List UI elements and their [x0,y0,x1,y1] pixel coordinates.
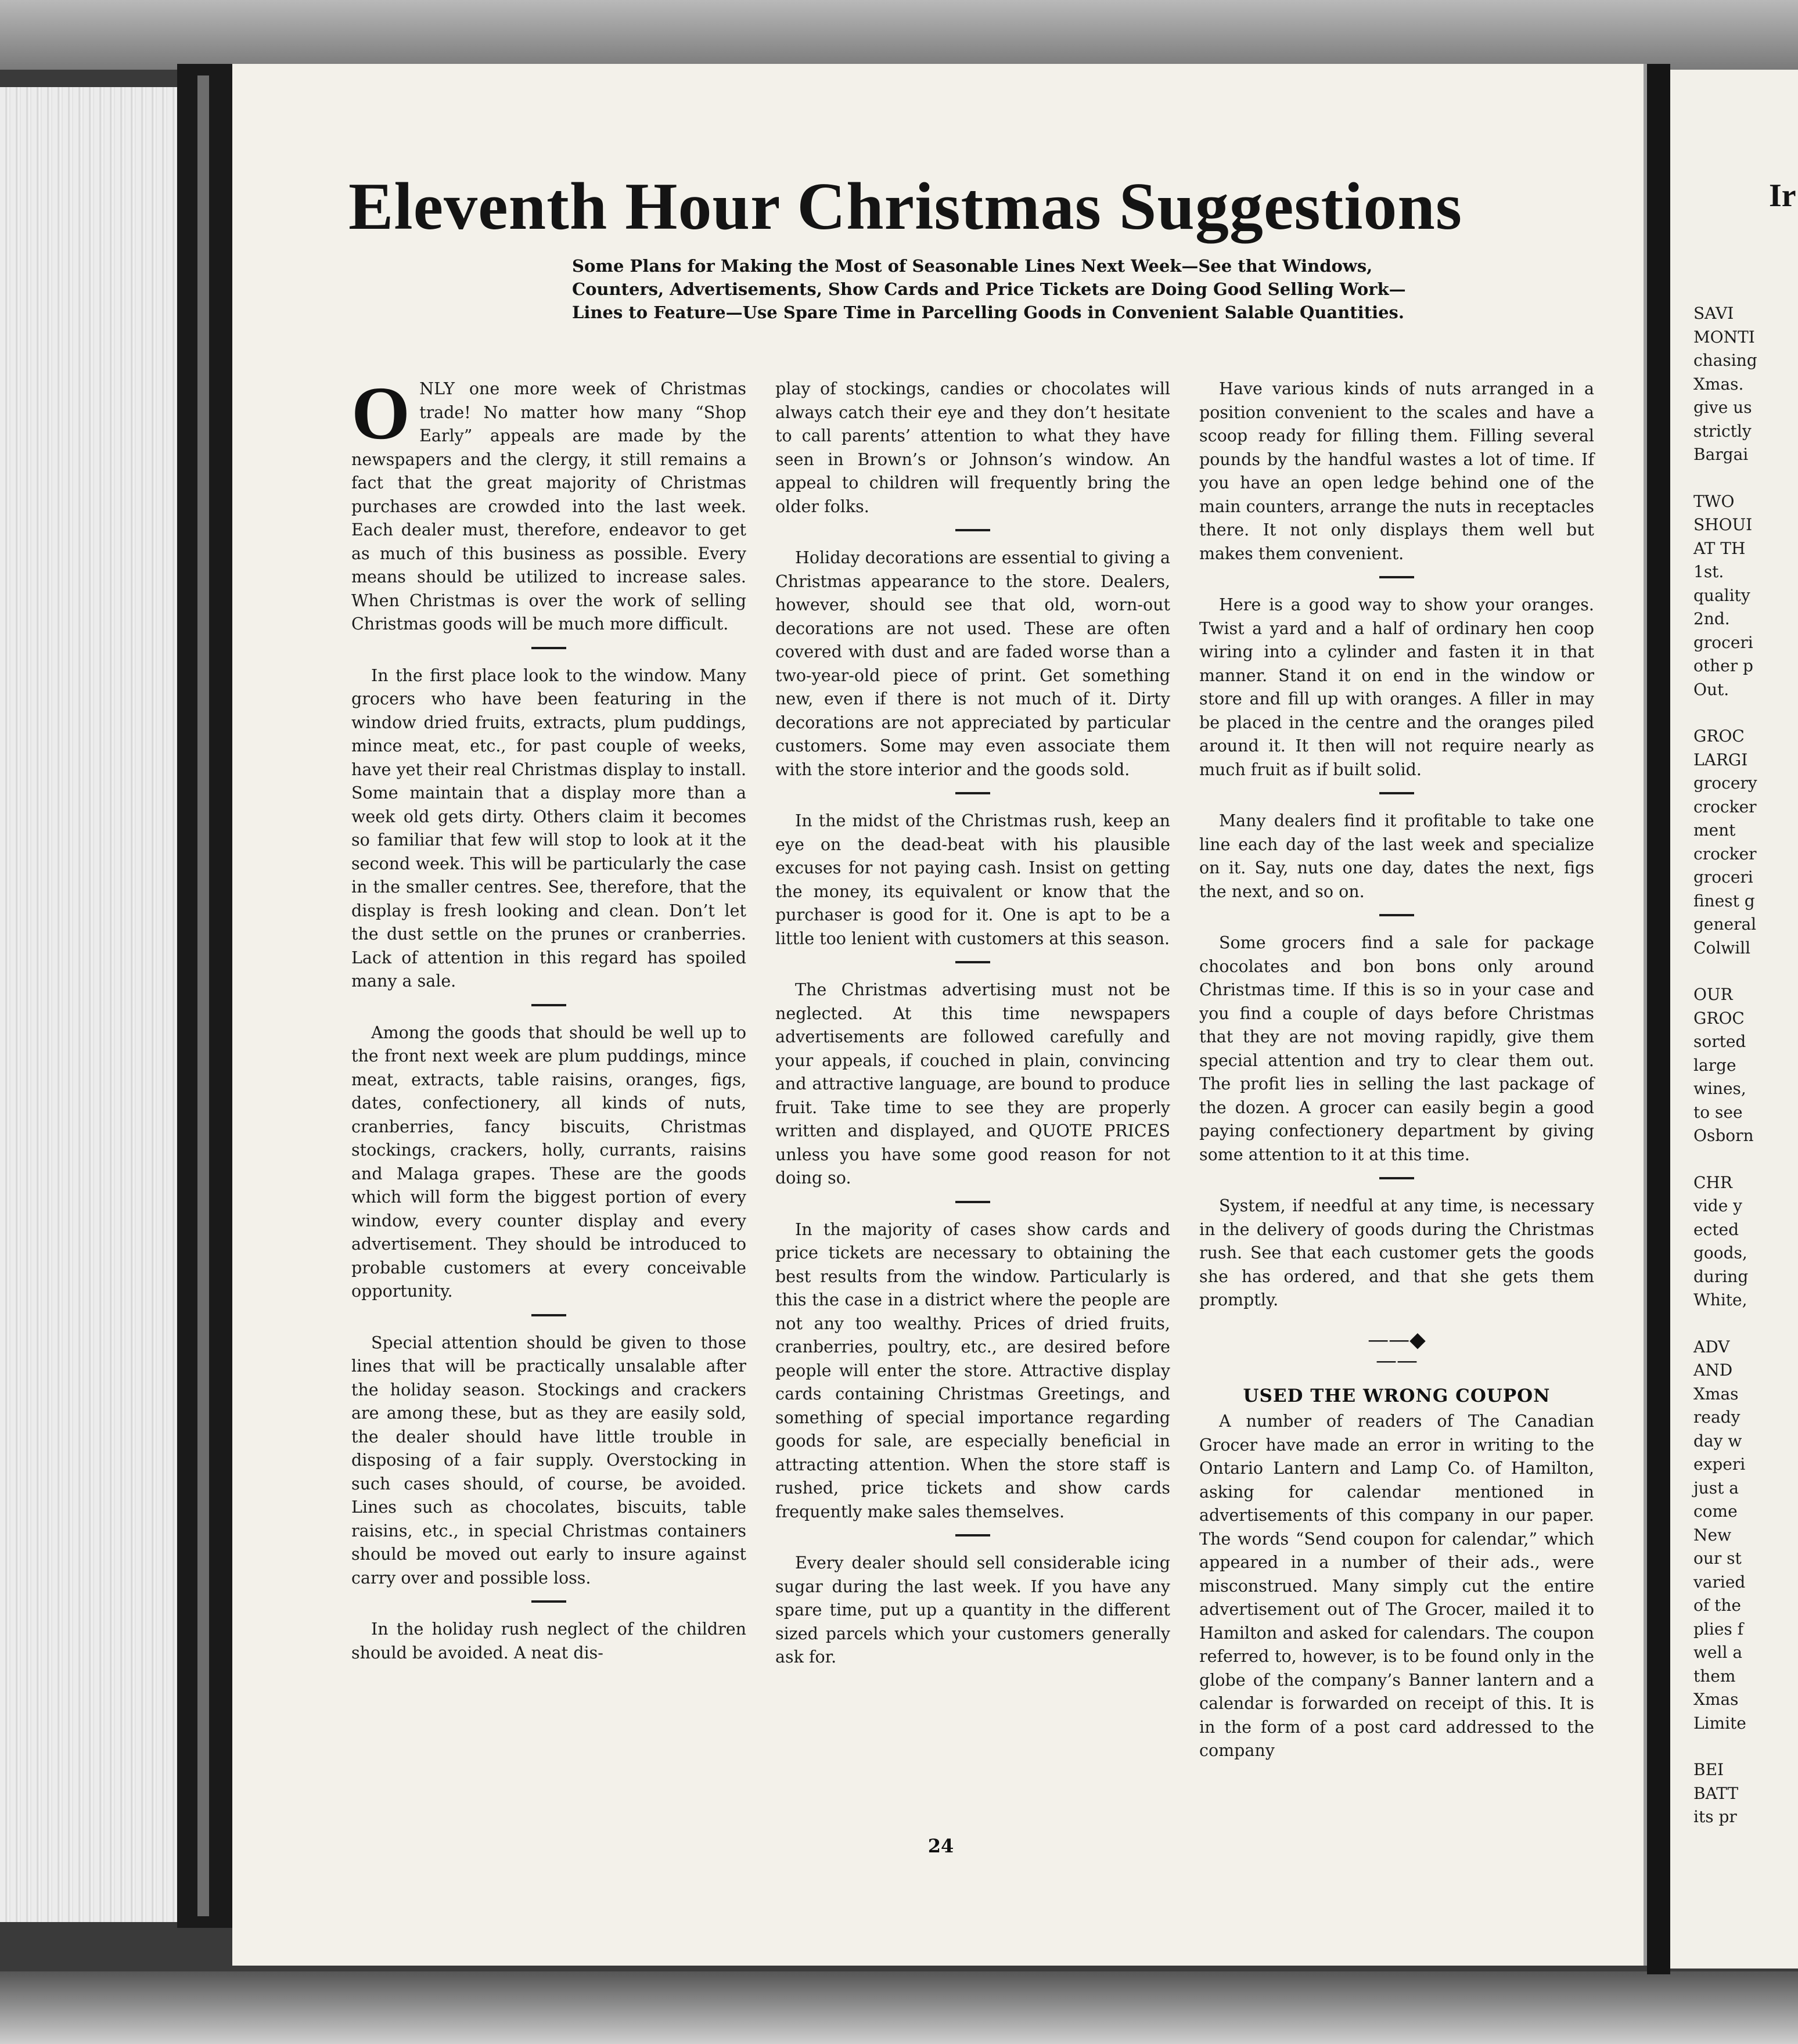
adjacent-page-line: vide y [1693,1196,1742,1215]
paragraph: The Christmas advertising must not be neglected. At this time newspapers advertisements are followed carefully and your appeals, if couched in plain, convincing and attractive language, are bound to produce fruit. Take time to see they are properly written and displayed, and QUOTE PRICES unless you have some good reason for not doing so. [775,980,1170,1187]
section-rule [531,1314,566,1316]
paragraph: Holiday decorations are essential to giving a Christmas appearance to the store. Dealers, however, should see that old, worn-out decorations are not used. These are often covered with dust and are faded worse than a two-year-old piece of print. Get something new, even if there is not much of it. Dirty decorations are not appreciated by particular customers. Some may even associate them with the store interior and the goods sold. [775,548,1170,779]
adjacent-page-line: 1st. [1693,562,1724,581]
adjacent-page-line: large [1693,1055,1736,1075]
adjacent-page-line: Colwill [1693,938,1751,958]
adjacent-page-line: AT TH [1693,538,1746,558]
section-rule [1379,792,1414,794]
drop-cap: O [351,372,411,455]
adjacent-page-line: its pr [1693,1807,1737,1826]
section-rule [955,792,990,794]
section-rule [531,1004,566,1006]
adjacent-page-line: strictly [1693,421,1752,441]
adjacent-page-column [1693,302,1798,1852]
section-rule [1379,576,1414,578]
adjacent-page-line: BATT [1693,1783,1739,1803]
adjacent-page-line: White, [1693,1290,1747,1309]
adjacent-page-line: Xmas [1693,1384,1739,1404]
adjacent-page-line: Xmas. [1693,374,1744,394]
paragraph-gap [1693,467,1798,490]
adjacent-page-line: crocker [1693,797,1757,816]
adjacent-page-line: ected [1693,1219,1739,1239]
paragraph: ONLY one more week of Christmas trade! No matter how many “Shop Early” appeals are made by the newspapers and the clergy, it still remains a fact that the great majority of Christmas purchases are crowded into the last week. Each dealer must, therefore, endeavor to get as much of this business as possible. Every means should be utilized to increase sales. When Christmas is over the work of selling Christmas goods will be much more difficult. [351,372,746,634]
adjacent-page-line: Out. [1693,679,1729,699]
paragraph-gap [1693,1148,1798,1171]
column-2 [775,377,1170,1669]
paragraph: In the first place look to the window. Many grocers who have been featuring in the window dried fruits, extracts, plum puddings, mince meat, etc., for past couple of weeks, have yet their real Christmas display to install. Some maintain that a display more than a week old gets dirty. Others claim it becomes so familiar that few will stop to look at it the second week. This will be particularly the case in the smaller centres. See, therefore, that the display is fresh looking and clean. Don’t let the dust settle on the prunes or cranberries. Lack of attention in this regard has spoiled many a sale. [351,665,746,991]
adjacent-page-line: finest g [1693,891,1755,911]
adjacent-page-line: Osborn [1693,1126,1754,1145]
adjacent-page-line: experi [1693,1455,1746,1474]
paragraph: Here is a good way to show your oranges. Twist a yard and a half of ordinary hen coop wiring into a cylinder and fasten it in that manner. Stand it on end in the window or store and fill up with oranges. A filler in may be placed in the centre and the oranges piled around it. It then will not require nearly as much fruit as if built solid. [1199,595,1594,779]
adjacent-page-line: ment [1693,821,1736,840]
adjacent-page-line: sorted [1693,1032,1746,1051]
adjacent-page-line: day w [1693,1431,1742,1451]
adjacent-page-line: 2nd. [1693,609,1730,628]
adjacent-page-line: well a [1693,1643,1743,1662]
adjacent-page-line: TWO [1693,491,1735,511]
adjacent-page-line: groceri [1693,868,1753,887]
scan-top-border [0,0,1798,70]
adjacent-page-line: Xmas [1693,1690,1739,1709]
paragraph-gap [1693,1829,1798,1852]
section-rule [1379,1177,1414,1179]
paragraph-gap [1693,701,1798,725]
column-3 [1199,377,1594,1763]
adjacent-page-line: OUR [1693,985,1733,1004]
page-number: 24 [927,1835,954,1857]
adjacent-page-line: BEI [1693,1760,1724,1779]
paragraph: System, if needful at any time, is necessary in the delivery of goods during the Christmas rush. See that each customer gets the goods she has ordered, and that she gets them promptly. [1199,1196,1594,1309]
adjacent-page-line: to see [1693,1102,1743,1122]
section-rule [531,647,566,649]
adjacent-page-line: during [1693,1266,1749,1286]
sub-article-paragraph: A number of readers of The Canadian Grocer have made an error in writing to the Ontario Lantern and Lamp Co. of Hamilton, asking for calendar mentioned in advertisements of this company in our paper. The words “Send coupon for calendar,” which appeared in a number of their ads., were misconstrued. Many simply cut the entire advertisement out of The Grocer, mailed it to Hamilton and asked for calendars. The coupon referred to, however, is to be found only in the globe of the company’s Banner lantern and a calendar is forwarded on receipt of this. It is in the form of a post card addressed to the company [1199,1412,1594,1760]
adjacent-page-line: plies f [1693,1619,1744,1639]
adjacent-page-line: New [1693,1525,1732,1545]
paragraph: In the holiday rush neglect of the children should be avoided. A neat dis- [351,1620,746,1662]
magazine-page [232,64,1647,1966]
adjacent-page-line: GROC [1693,726,1745,746]
section-rule [955,961,990,963]
adjacent-page-line: LARGI [1693,750,1748,769]
article-title: Eleventh Hour Christmas Suggestions [348,170,1463,244]
paragraph: In the midst of the Christmas rush, keep an eye on the dead-beat with his plausible excuses for not paying cash. Insist on getting the money, its equivalent or know that the purchaser is good for it. One is apt to be a little too lenient with customers at this season. [775,811,1170,948]
adjacent-page-line: crocker [1693,844,1757,863]
adjacent-page-line: other p [1693,656,1753,675]
adjacent-page-line: Limite [1693,1713,1746,1733]
adjacent-page-line: GROC [1693,1008,1745,1028]
adjacent-page-line: general [1693,915,1757,934]
adjacent-page-heading: Ir [1769,178,1796,214]
paragraph: Among the goods that should be well up to the front next week are plum puddings, mince meat, extracts, table raisins, oranges, figs, dates, confectionery, all kinds of nuts, cranberries, fancy biscuits, Christmas stockings, crackers, holly, currants, raisins and Malaga grapes. These are the goods which will form the biggest portion of every window, every counter display and every advertisement. They should be introduced to probable customers at every conceivable opportunity. [351,1023,746,1301]
adjacent-page-line: chasing [1693,351,1757,370]
article-deck: Some Plans for Making the Most of Seasonable Lines Next Week—See that Windows, Counters, Advertisements, Show Cards and Price Tickets are Doing Good Selling Work—Lines to Feature—Use Spare Time in Parcelling Goods in Convenient Salable Quantities. [572,256,1406,322]
paragraph: Special attention should be given to those lines that will be practically unsalable after the holiday season. Stockings and crackers are among these, but as they are easily sold, the dealer should have little trouble in disposing of a fair supply. Overstocking in such cases should, of course, be avoided. Lines such as chocolates, biscuits, table raisins, etc., in special Christmas containers should be moved out early to insure against carry over and possible loss. [351,1333,746,1588]
adjacent-page-line: SHOUI [1693,515,1753,534]
adjacent-page-line: MONTI [1693,327,1755,347]
section-rule [955,1534,990,1536]
paragraph: In the majority of cases show cards and price tickets are necessary to obtaining the best results from the window. Particularly is this the case in a district where the people are not any too wealthy. Prices of dried fruits, cranberries, poultry, etc., are desired before people will enter the store. Attractive display cards containing Christmas Greetings, and something of special importance regarding goods for sale, are especially beneficial in attracting attention. When the store staff is rushed, price tickets and show cards frequently make sales themselves. [775,1219,1170,1521]
paragraph: Many dealers find it profitable to take one line each day of the last week and specialize on it. Say, nuts one day, dates the next, figs the next, and so on. [1199,811,1594,901]
sub-article-heading: USED THE WRONG COUPON [1243,1385,1551,1406]
paragraph: Some grocers find a sale for package chocolates and bon bons only around Christmas time. If this is so in your case and you find a couple of days before Christmas that they are not moving rapidly, give them special attention and try to clear them out. The profit lies in selling the last package of the dozen. A grocer can easily begin a good paying confectionery department by giving some attention to it at this time. [1199,933,1594,1164]
adjacent-page-line: give us [1693,398,1752,417]
adjacent-page-line: them [1693,1666,1736,1686]
ornament-divider: ——◆—— [1368,1327,1426,1373]
adjacent-page-line: goods, [1693,1243,1747,1262]
paragraph-gap [1693,1735,1798,1758]
adjacent-page-line: quality [1693,585,1750,605]
paragraph: Every dealer should sell considerable icing sugar during the last week. If you have any spare time, put up a quantity in the different sized parcels which your customers generally ask for. [775,1553,1170,1667]
paragraph-gap [1693,1312,1798,1336]
adjacent-page-line: ADV [1693,1337,1730,1356]
adjacent-page-line: ready [1693,1408,1741,1427]
section-rule [531,1600,566,1603]
section-rule [1379,914,1414,916]
section-rule [955,529,990,531]
adjacent-page-line: wines, [1693,1079,1746,1098]
paragraph-gap [1693,960,1798,983]
column-1 [351,372,746,1665]
paragraph: play of stockings, candies or chocolates will always catch their eye and they don’t hesitate to call parents’ attention to what they have seen in Brown’s or Johnson’s window. An appeal to children will frequently bring the older folks. [775,379,1170,516]
adjacent-page-line: our st [1693,1549,1742,1568]
adjacent-page-line: of the [1693,1596,1741,1615]
section-rule [955,1201,990,1203]
paragraph: Have various kinds of nuts arranged in a position convenient to the scales and have a scoop ready for filling them. Filling several pounds by the handful wastes a lot of time. If you have an open ledge behind one of the main counters, arrange the nuts in receptacles there. It not only displays them well but makes them convenient. [1199,379,1594,563]
adjacent-page-line: SAVI [1693,304,1734,323]
adjacent-page-line: grocery [1693,773,1757,793]
adjacent-page-fragment [1670,70,1798,1969]
adjacent-page-line: AND [1693,1361,1733,1380]
adjacent-page-line: come [1693,1502,1738,1521]
adjacent-page-line: groceri [1693,632,1753,652]
scan-bottom-border [0,1971,1798,2044]
page-gutter [1647,64,1670,1974]
adjacent-page-line: CHR [1693,1172,1732,1192]
adjacent-page-line: Bargai [1693,445,1749,464]
adjacent-page-line: varied [1693,1572,1746,1592]
adjacent-page-line: just a [1693,1478,1739,1498]
book-binding-edge [197,75,209,1916]
